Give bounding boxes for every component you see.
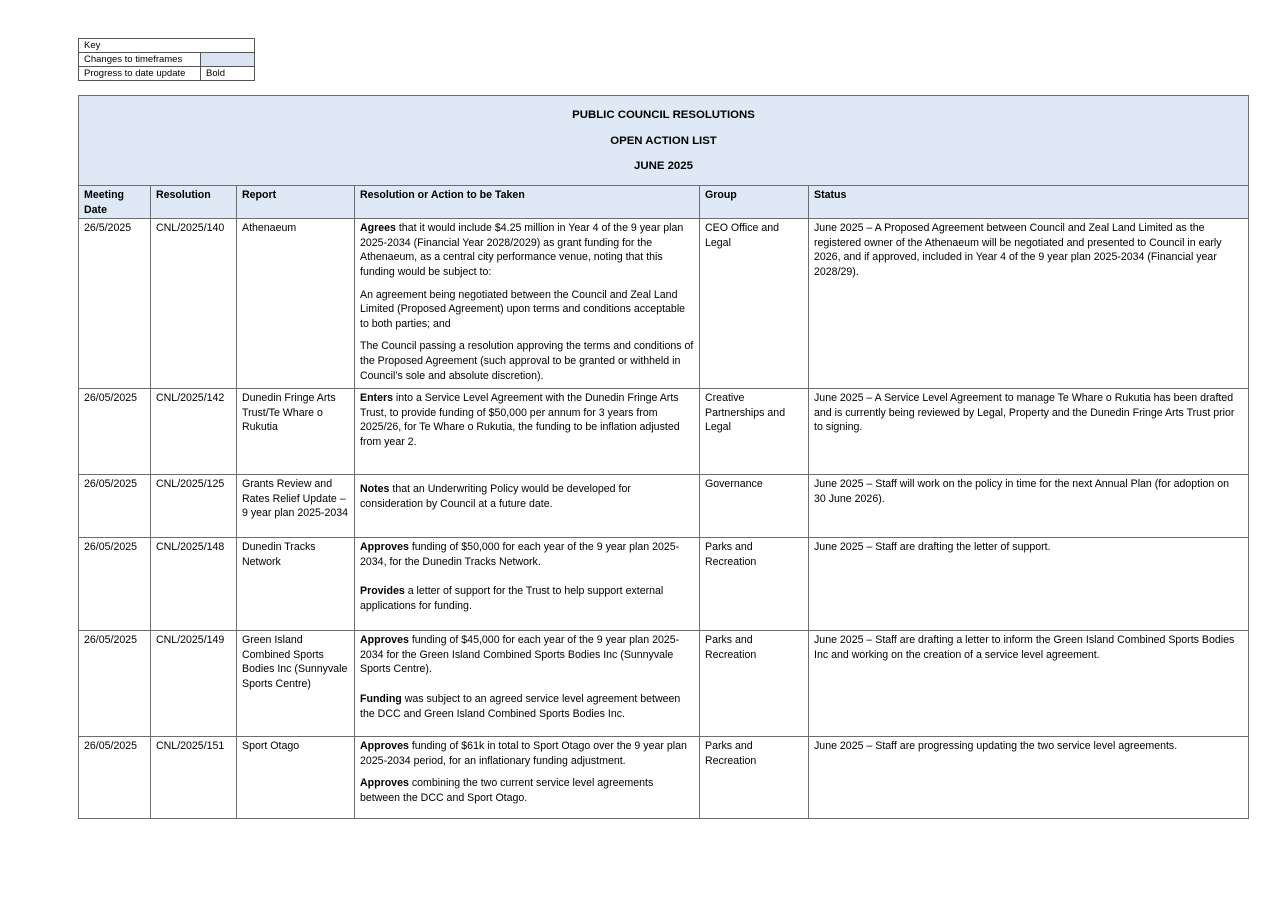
table-row xyxy=(79,538,1249,631)
col-header-resolution: Resolution xyxy=(151,186,237,219)
cell-report: Grants Review and Rates Relief Update – 9 year plan 2025-2034 xyxy=(237,475,355,538)
title-open-action-list: OPEN ACTION LIST xyxy=(610,134,717,147)
cell-date: 26/05/2025 xyxy=(79,389,151,475)
table-row xyxy=(79,475,1249,538)
action-paragraph xyxy=(360,221,694,279)
cell-resolution: CNL/2025/140 xyxy=(151,219,237,389)
key-label-progress: Progress to date update xyxy=(79,67,201,81)
cell-action xyxy=(355,631,700,737)
cell-action xyxy=(355,538,700,631)
action-lead: Funding xyxy=(360,692,402,705)
action-paragraph xyxy=(360,739,694,768)
cell-action xyxy=(355,475,700,538)
cell-date: 26/5/2025 xyxy=(79,219,151,389)
action-paragraph xyxy=(360,633,694,677)
table-row xyxy=(79,219,1249,389)
cell-report: Dunedin Tracks Network xyxy=(237,538,355,631)
action-paragraph xyxy=(360,391,694,449)
cell-status: June 2025 – Staff are drafting the letter of support. xyxy=(809,538,1249,631)
cell-group: Parks and Recreation xyxy=(700,737,809,819)
action-paragraph xyxy=(360,776,694,805)
table-row xyxy=(79,737,1249,819)
action-paragraph xyxy=(360,540,694,569)
action-text: combining the two current service level agreements between the DCC and Sport Otago. xyxy=(360,777,654,804)
cell-group: Parks and Recreation xyxy=(700,538,809,631)
cell-date: 26/05/2025 xyxy=(79,538,151,631)
cell-action xyxy=(355,737,700,819)
cell-status: June 2025 – A Proposed Agreement between Council and Zeal Land Limited as the registered owner of the Athenaeum will be negotiated and presented to Council in early 2026, and if approved, included in Year 4 of the 9 year plan 2025-2034 (Financial year 2028/29). xyxy=(809,219,1249,389)
key-swatch-timeframes xyxy=(201,53,255,67)
action-paragraph xyxy=(360,584,694,613)
cell-report: Dunedin Fringe Arts Trust/Te Whare o Rukutia xyxy=(237,389,355,475)
table-row xyxy=(79,389,1249,475)
cell-action xyxy=(355,389,700,475)
col-header-meeting-date: Meeting Date xyxy=(79,186,151,219)
action-lead: Approves xyxy=(360,541,409,554)
cell-group: Creative Partnerships and Legal xyxy=(700,389,809,475)
action-text: funding of $50,000 for each year of the 9 year plan 2025-2034, for the Dunedin Tracks Network. xyxy=(360,541,680,568)
cell-report: Green Island Combined Sports Bodies Inc (Sunnyvale Sports Centre) xyxy=(237,631,355,737)
cell-status: June 2025 – Staff will work on the policy in time for the next Annual Plan (for adoption on 30 June 2026). xyxy=(809,475,1249,538)
col-header-status: Status xyxy=(809,186,1249,219)
column-header-row xyxy=(79,186,1249,219)
cell-status: June 2025 – A Service Level Agreement to manage Te Whare o Rukutia has been drafted and is currently being reviewed by Legal, Property and the Dunedin Fringe Arts Trust prior to signing. xyxy=(809,389,1249,475)
cell-date: 26/05/2025 xyxy=(79,631,151,737)
action-lead: Approves xyxy=(360,634,409,647)
action-lead: Approves xyxy=(360,777,409,790)
action-text: was subject to an agreed service level agreement between the DCC and Green Island Combined Sports Bodies Inc. xyxy=(360,692,681,720)
cell-status: June 2025 – Staff are progressing updating the two service level agreements. xyxy=(809,737,1249,819)
col-header-report: Report xyxy=(237,186,355,219)
cell-resolution: CNL/2025/142 xyxy=(151,389,237,475)
action-paragraph xyxy=(360,339,694,383)
action-paragraph xyxy=(360,692,694,721)
title-month: JUNE 2025 xyxy=(634,160,693,173)
key-table xyxy=(78,38,255,81)
action-text: that it would include $4.25 million in Year 4 of the 9 year plan 2025-2034 (Financial Year 2028/2029) as grant funding for the Athenaeum, as a central city performance venue, noting that this funding would be subject to: xyxy=(360,222,684,278)
title-public-council-resolutions: PUBLIC COUNCIL RESOLUTIONS xyxy=(572,109,755,121)
action-lead: Agrees xyxy=(360,222,396,235)
cell-status: June 2025 – Staff are drafting a letter to inform the Green Island Combined Sports Bodies Inc and working on the creation of a service level agreement. xyxy=(809,631,1249,737)
cell-report: Athenaeum xyxy=(237,219,355,389)
action-text: The Council passing a resolution approving the terms and conditions of the Proposed Agreement (such approval to be granted or withheld in Council’s sole and absolute discretion). xyxy=(360,340,694,382)
action-text: into a Service Level Agreement with the Dunedin Fringe Arts Trust, to provide funding of $50,000 per annum for 3 years from 2025/26, for Te Whare o Rukutia, the funding to be inflation adjusted from year 2. xyxy=(360,392,680,448)
cell-resolution: CNL/2025/148 xyxy=(151,538,237,631)
col-header-action: Resolution or Action to be Taken xyxy=(355,186,700,219)
action-text: that an Underwriting Policy would be developed for consideration by Council at a future date. xyxy=(360,483,631,510)
cell-resolution: CNL/2025/149 xyxy=(151,631,237,737)
action-text: An agreement being negotiated between the Council and Zeal Land Limited (Proposed Agreement) upon terms and conditions acceptable to both parties; and xyxy=(360,288,686,330)
cell-group: Governance xyxy=(700,475,809,538)
table-title-block xyxy=(79,96,1249,186)
key-value-progress: Bold xyxy=(201,67,255,81)
cell-group: CEO Office and Legal xyxy=(700,219,809,389)
action-lead: Notes xyxy=(360,483,390,496)
action-list-table xyxy=(78,95,1249,819)
cell-group: Parks and Recreation xyxy=(700,631,809,737)
cell-action xyxy=(355,219,700,389)
action-lead: Approves xyxy=(360,740,409,753)
action-text: funding of $61k in total to Sport Otago over the 9 year plan 2025-2034 period, for an inflationary funding adjustment. xyxy=(360,740,687,767)
action-text: funding of $45,000 for each year of the 9 year plan 2025-2034 for the Green Island Combined Sports Bodies Inc (Sunnyvale Sports Centre). xyxy=(360,634,680,676)
cell-date: 26/05/2025 xyxy=(79,475,151,538)
action-text: a letter of support for the Trust to help support external applications for funding. xyxy=(360,585,664,612)
key-label-timeframes: Changes to timeframes xyxy=(79,53,201,67)
cell-resolution: CNL/2025/151 xyxy=(151,737,237,819)
action-paragraph xyxy=(360,482,694,511)
action-lead: Enters xyxy=(360,392,393,405)
table-row xyxy=(79,631,1249,737)
cell-date: 26/05/2025 xyxy=(79,737,151,819)
key-title: Key xyxy=(79,39,255,53)
cell-resolution: CNL/2025/125 xyxy=(151,475,237,538)
action-paragraph xyxy=(360,288,694,332)
col-header-group: Group xyxy=(700,186,809,219)
action-lead: Provides xyxy=(360,585,405,598)
cell-report: Sport Otago xyxy=(237,737,355,819)
